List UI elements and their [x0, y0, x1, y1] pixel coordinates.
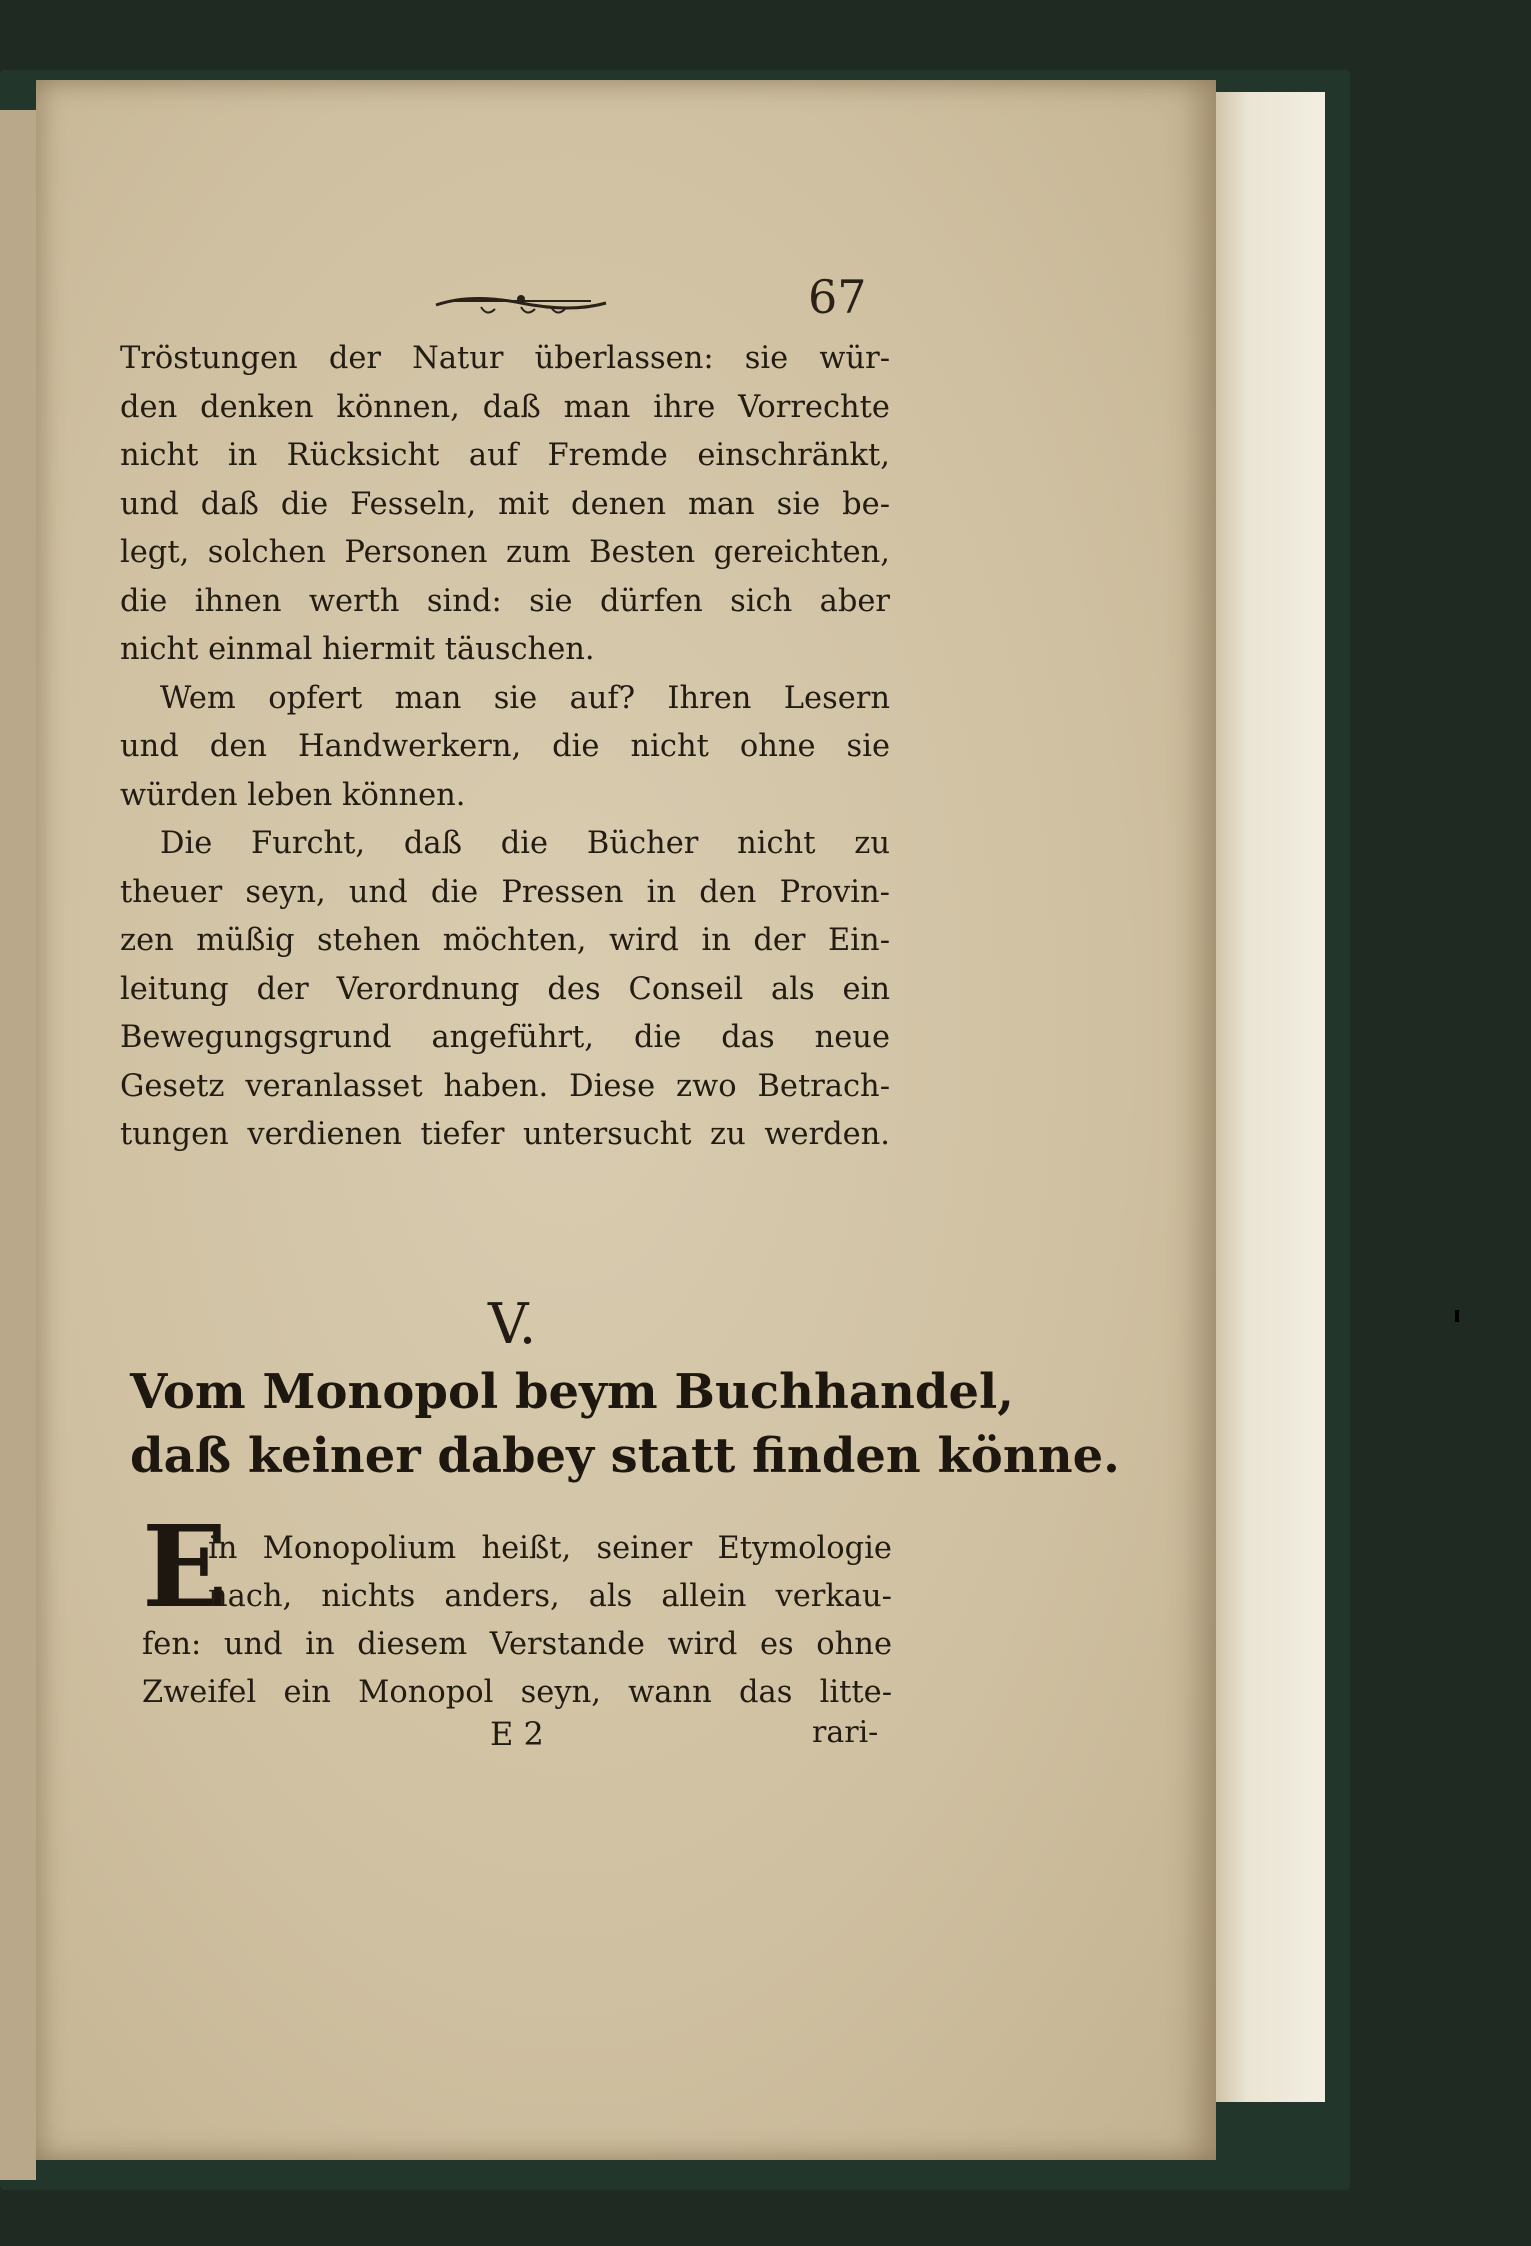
signature-mark: E 2	[490, 1715, 544, 1753]
chapter-text	[142, 1525, 892, 1717]
text-line: nicht in Rücksicht auf Fremde einschränkt,	[120, 438, 890, 473]
body-text	[120, 335, 890, 1160]
text-line: nach, nichts anders, als allein verkau-	[208, 1579, 892, 1614]
heading-line: daß keiner dabey statt finden könne.	[130, 1428, 1120, 1484]
heading-line: Vom Monopol beym Buchhandel,	[130, 1364, 1014, 1420]
ornament-icon	[431, 285, 611, 325]
text-line: leitung der Verordnung des Conseil als ein	[120, 971, 890, 1007]
text-line: Die Furcht, daß die Bücher nicht zu	[160, 826, 890, 861]
text-line: den denken können, daß man ihre Vorrechte	[120, 389, 890, 425]
text-line: legt, solchen Personen zum Besten gereichten,	[120, 535, 890, 570]
page-number: 67	[808, 270, 867, 324]
section-number: V.	[488, 1292, 537, 1357]
facing-page-edge	[0, 110, 36, 2180]
text-line: würden leben können.	[120, 777, 466, 813]
text-line: Wem opfert man sie auf? Ihren Lesern	[160, 680, 890, 716]
drop-cap: E	[142, 1502, 228, 1633]
text-line: und daß die Fesseln, mit denen man sie be-	[120, 486, 890, 522]
text-line: tungen verdienen tiefer untersucht zu werden.	[120, 1117, 890, 1152]
text-line: Zweifel ein Monopol seyn, wann das litte-	[142, 1675, 892, 1710]
text-line: theuer seyn, und die Pressen in den Provin-	[120, 874, 890, 910]
text-line: zen müßig stehen möchten, wird in der Ein-	[120, 923, 890, 958]
text-line: und den Handwerkern, die nicht ohne sie	[120, 729, 890, 764]
text-line: fen: und in diesem Verstande wird es ohne	[142, 1627, 892, 1662]
catchword: rari-	[812, 1715, 879, 1750]
scan-speck	[1455, 1310, 1459, 1322]
text-line: Tröstungen der Natur überlassen: sie wür-	[120, 341, 890, 376]
text-line: Bewegungsgrund angeführt, die das neue	[120, 1020, 890, 1055]
text-line: nicht einmal hiermit täuschen.	[120, 632, 595, 667]
text-line: die ihnen werth sind: sie dürfen sich aber	[120, 583, 890, 619]
text-line: Gesetz veranlasset haben. Diese zwo Betrach-	[120, 1068, 890, 1104]
text-line: in Monopolium heißt, seiner Etymologie	[208, 1531, 892, 1566]
chapter-heading	[130, 1360, 1120, 1488]
